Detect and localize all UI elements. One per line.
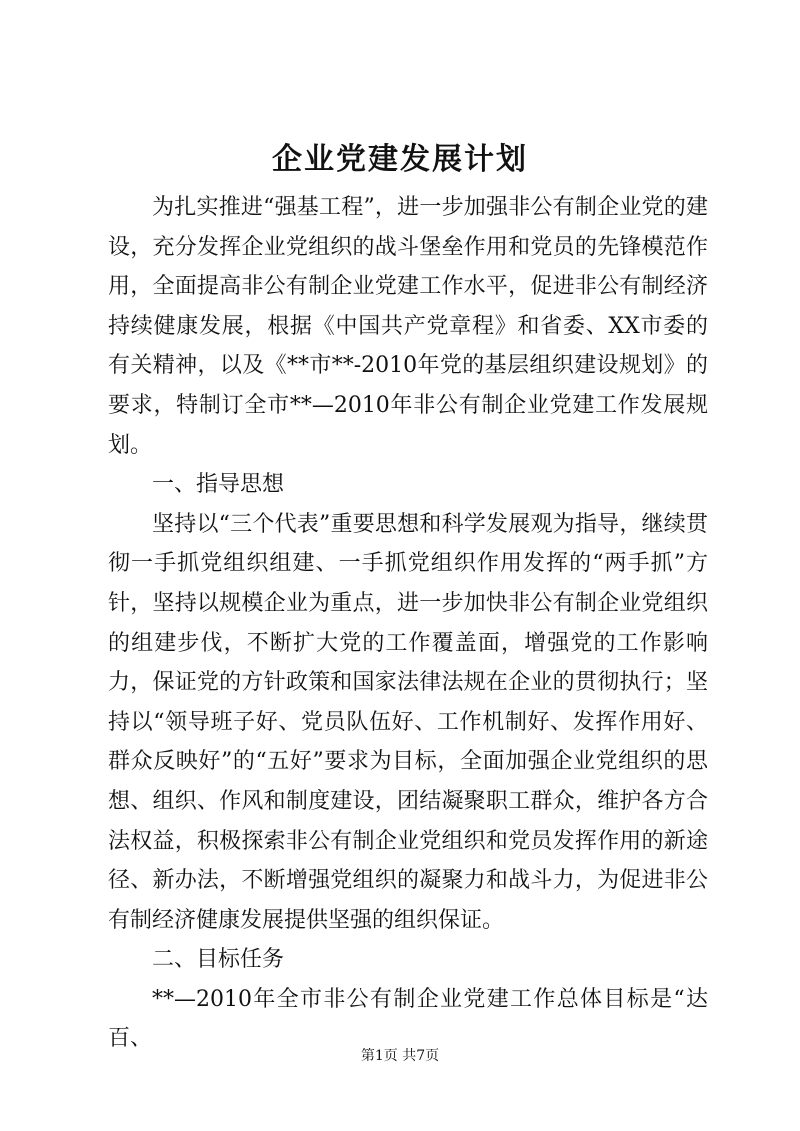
section-heading-guiding-ideology: 一、指导思想 [152, 472, 285, 498]
guiding-ideology-paragraph: 坚持以“三个代表”重要思想和科学发展观为指导，继续贯彻一手抓党组织组建、一手抓党组织作用发挥的“两手抓”方针，坚持以规模企业为重点，进一步加快非公有制企业党组织的组建步伐，不断扩大党的工作覆盖面，增强党的工作影响力，保证党的方针政策和国家法律法规在企业的贯彻执行；坚持以“领导班子好、党员队伍好、工作机制好、发挥作用好、群众反映好”的“五好”要求为目标，全面加强企业党组织的思想、组织、作风和制度建设，团结凝聚职工群众，维护各方合法权益，积极探索非公有制企业党组织和党员发挥作用的新途径、新办法，不断增强党组织的凝聚力和战斗力，为促进非公有制经济健康发展提供坚强的组织保证。 [108, 511, 708, 933]
section-heading-goals-tasks: 二、目标任务 [152, 947, 285, 973]
document-title: 企业党建发展计划 [272, 142, 528, 177]
intro-paragraph: 为扎实推进“强基工程”，进一步加强非公有制企业党的建设，充分发挥企业党组织的战斗堡垒作用和党员的先锋模范作用，全面提高非公有制企业党建工作水平，促进非公有制经济持续健康发展，根据《中国共产党章程》和省委、XX市委的有关精神，以及《**市**-2010年党的基层组织建设规划》的要求，特制订全市**—2010年非公有制企业党建工作发展规划。 [108, 195, 708, 458]
goals-tasks-paragraph: **—2010年全市非公有制企业党建工作总体目标是“达百、 [108, 986, 708, 1052]
page-number-footer: 第1页 共7页 [360, 1048, 440, 1064]
document-body [108, 188, 708, 1059]
